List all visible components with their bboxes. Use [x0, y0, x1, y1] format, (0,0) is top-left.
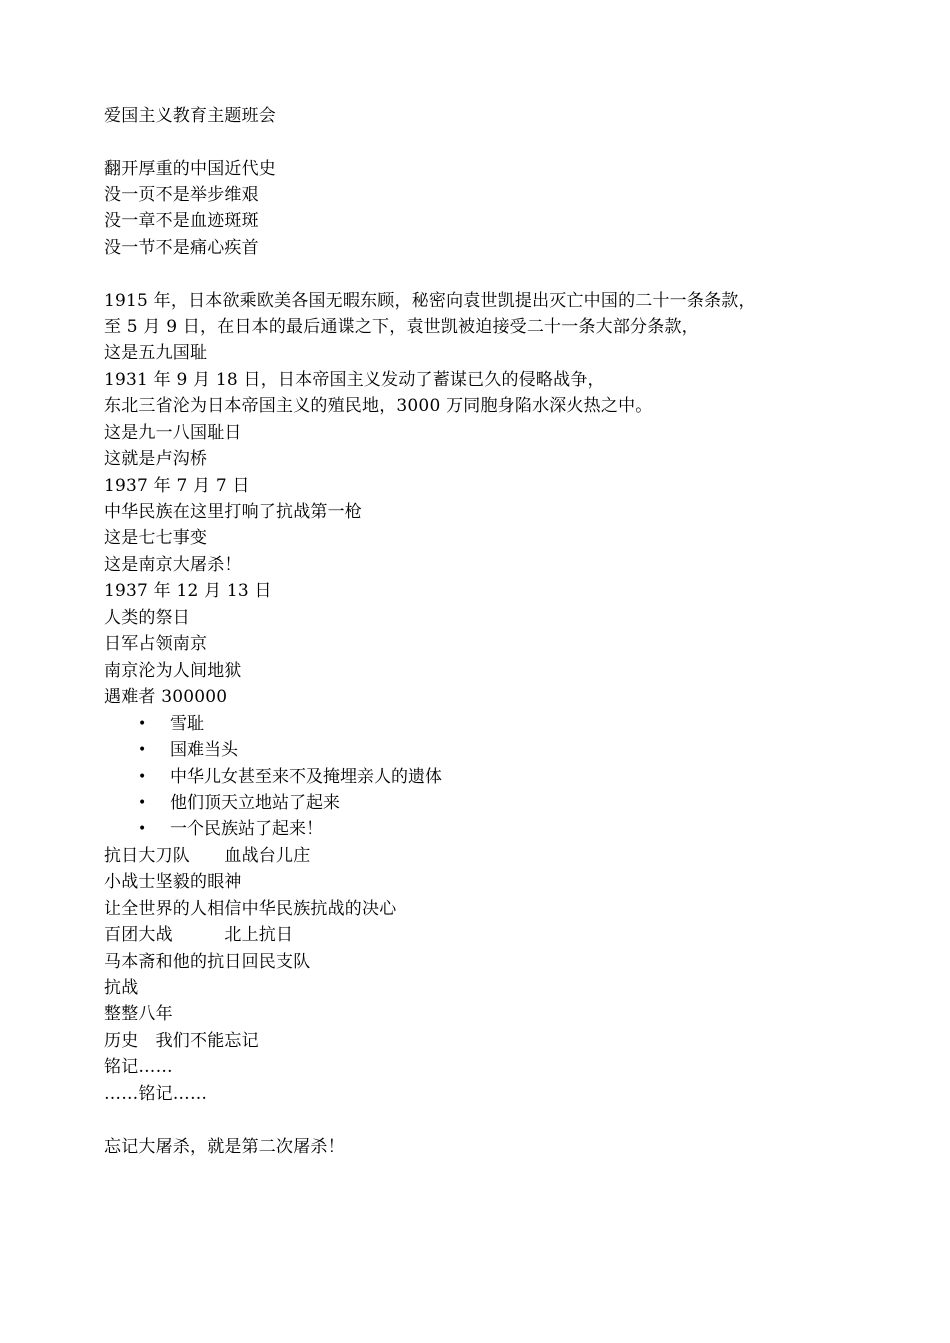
body-line: 日军占领南京	[104, 634, 208, 654]
body-line: 人类的祭日	[104, 608, 190, 628]
closing-line: 历史 我们不能忘记	[104, 1031, 259, 1051]
bullet-item: 一个民族站了起来！	[170, 819, 323, 839]
bullet-icon: •	[138, 769, 147, 785]
body-line: 1931 年 9 月 18 日，日本帝国主义发动了蓄谋已久的侵略战争，	[104, 370, 605, 390]
body-line: 中华民族在这里打响了抗战第一枪	[104, 502, 362, 522]
bullet-icon: •	[138, 821, 147, 837]
body-line: 南京沦为人间地狱	[104, 661, 242, 681]
bullet-icon: •	[138, 742, 147, 758]
closing-line: 小战士坚毅的眼神	[104, 872, 242, 892]
body-line: 至 5 月 9 日，在日本的最后通谍之下，袁世凯被迫接受二十一条大部分条款，	[104, 317, 699, 337]
final-line: 忘记大屠杀，就是第二次屠杀！	[104, 1137, 345, 1157]
body-line: 这就是卢沟桥	[104, 449, 208, 469]
intro-line: 没一章不是血迹斑斑	[104, 211, 259, 231]
intro-line: 没一节不是痛心疾首	[104, 238, 259, 258]
closing-line: 马本斋和他的抗日回民支队	[104, 952, 311, 972]
body-line: 这是七七事变	[104, 528, 208, 548]
closing-line: 让全世界的人相信中华民族抗战的决心	[104, 899, 397, 919]
intro-line: 翻开厚重的中国近代史	[104, 159, 276, 179]
bullet-item: 国难当头	[170, 740, 238, 760]
closing-line: 抗战	[104, 978, 139, 998]
body-line: 1937 年 12 月 13 日	[104, 581, 272, 601]
document-title: 爱国主义教育主题班会	[104, 106, 276, 126]
body-line: 1937 年 7 月 7 日	[104, 476, 250, 496]
body-line: 东北三省沦为日本帝国主义的殖民地，3000 万同胞身陷水深火热之中。	[104, 396, 653, 416]
body-line: 遇难者 300000	[104, 687, 228, 707]
body-line: 1915 年，日本欲乘欧美各国无暇东顾，秘密向袁世凯提出灭亡中国的二十一条条款，	[104, 291, 756, 311]
closing-line: 铭记……	[104, 1057, 173, 1077]
closing-line: ……铭记……	[104, 1084, 208, 1104]
body-line: 这是九一八国耻日	[104, 423, 242, 443]
bullet-item: 中华儿女甚至来不及掩埋亲人的遗体	[170, 767, 442, 787]
body-line: 这是五九国耻	[104, 343, 208, 363]
bullet-item: 他们顶天立地站了起来	[170, 793, 340, 813]
bullet-icon: •	[138, 795, 147, 811]
body-line: 这是南京大屠杀！	[104, 555, 242, 575]
bullet-icon: •	[138, 716, 147, 732]
intro-line: 没一页不是举步维艰	[104, 185, 259, 205]
closing-line: 整整八年	[104, 1004, 173, 1024]
bullet-item: 雪耻	[170, 714, 204, 734]
closing-line: 百团大战 北上抗日	[104, 925, 294, 945]
closing-line: 抗日大刀队 血战台儿庄	[104, 846, 311, 866]
